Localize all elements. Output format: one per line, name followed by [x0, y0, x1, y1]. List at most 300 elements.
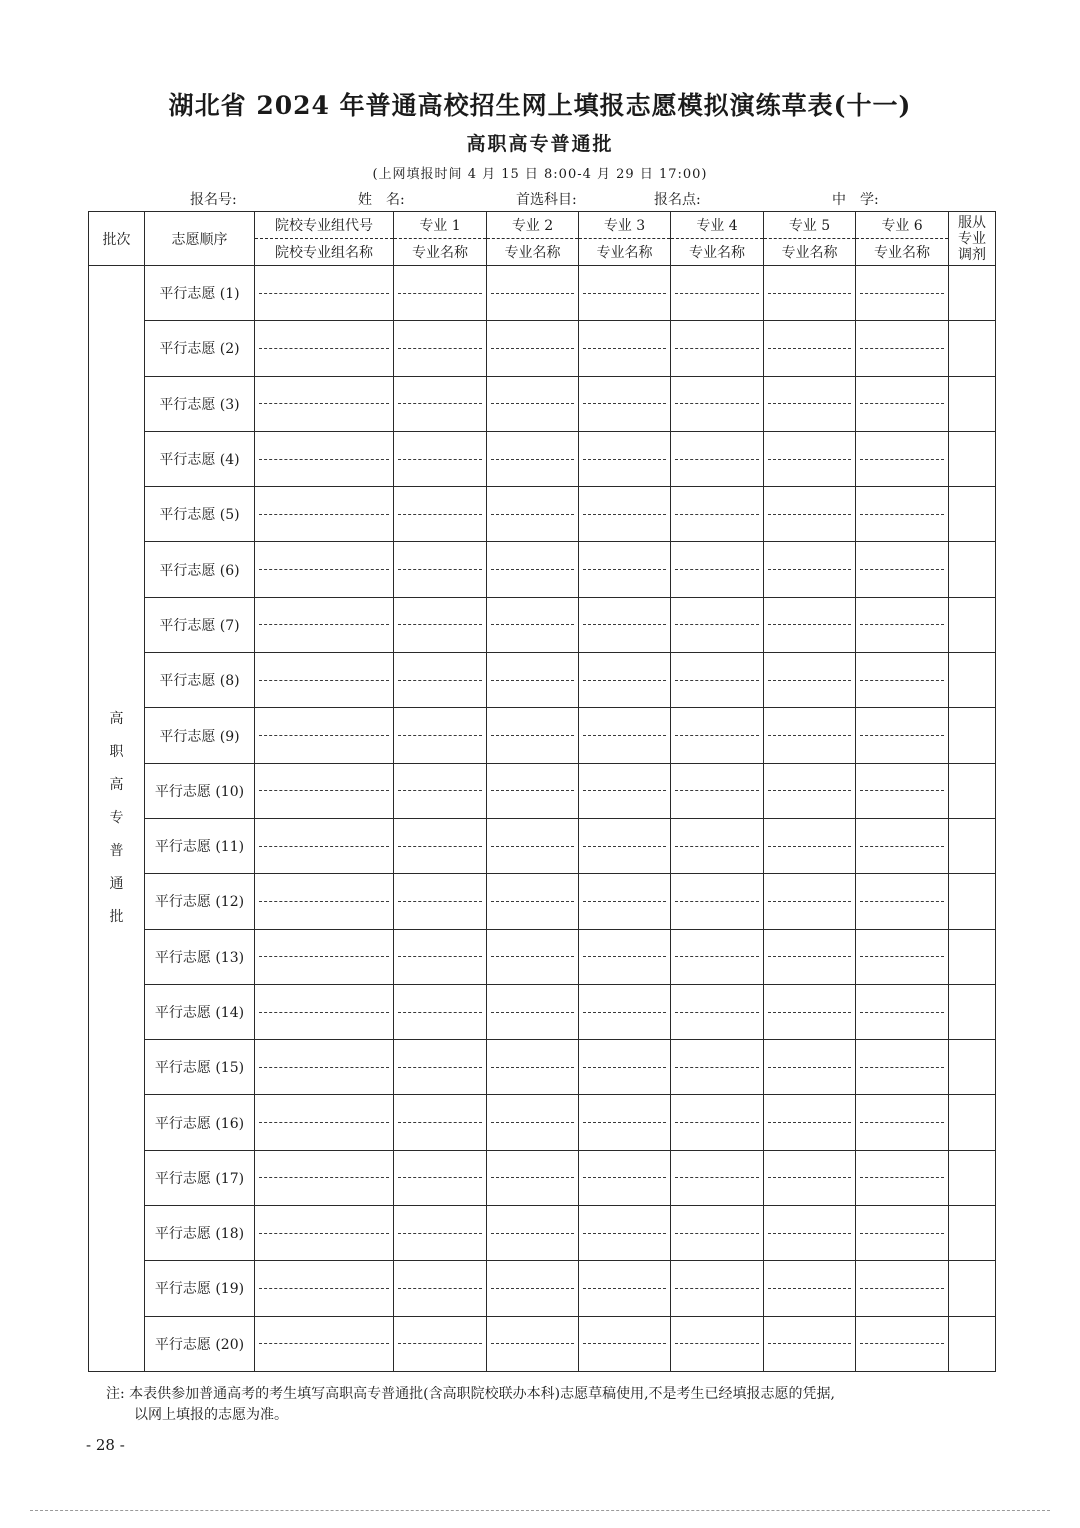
- major-entry-cell-1[interactable]: [394, 708, 487, 763]
- dashed-divider: [398, 514, 482, 515]
- dashed-divider: [583, 1288, 666, 1289]
- header-major-name-1: 专业名称: [394, 239, 487, 266]
- adjust-entry-cell[interactable]: [949, 818, 996, 873]
- dashed-divider: [583, 348, 666, 349]
- dashed-divider: [583, 293, 666, 294]
- dashed-divider: [398, 459, 482, 460]
- major-entry-cell-5[interactable]: [764, 431, 856, 486]
- major-entry-cell-5[interactable]: [764, 1040, 856, 1095]
- adjust-entry-cell[interactable]: [949, 763, 996, 818]
- group-entry-cell[interactable]: [255, 818, 394, 873]
- dashed-divider: [491, 956, 574, 957]
- dashed-divider: [768, 293, 851, 294]
- major-entry-cell-6[interactable]: [856, 431, 949, 486]
- adjust-entry-cell[interactable]: [949, 984, 996, 1039]
- major-entry-cell-4[interactable]: [671, 1095, 764, 1150]
- major-entry-cell-2[interactable]: [487, 321, 579, 376]
- major-entry-cell-2[interactable]: [487, 708, 579, 763]
- dashed-divider: [860, 1233, 944, 1234]
- group-entry-cell[interactable]: [255, 1040, 394, 1095]
- major-entry-cell-5[interactable]: [764, 653, 856, 708]
- group-entry-cell[interactable]: [255, 542, 394, 597]
- major-entry-cell-5[interactable]: [764, 1316, 856, 1371]
- major-entry-cell-1[interactable]: [394, 431, 487, 486]
- dashed-divider: [768, 348, 851, 349]
- adjust-entry-cell[interactable]: [949, 487, 996, 542]
- major-entry-cell-5[interactable]: [764, 1150, 856, 1205]
- adjust-entry-cell[interactable]: [949, 1040, 996, 1095]
- dashed-divider: [675, 846, 759, 847]
- table-row: [89, 376, 996, 431]
- dashed-divider: [491, 1288, 574, 1289]
- major-entry-cell-3[interactable]: [579, 1095, 671, 1150]
- major-entry-cell-1[interactable]: [394, 874, 487, 929]
- major-entry-cell-3[interactable]: [579, 984, 671, 1039]
- major-entry-cell-4[interactable]: [671, 818, 764, 873]
- dashed-divider: [860, 1012, 944, 1013]
- major-entry-cell-2[interactable]: [487, 984, 579, 1039]
- dashed-divider: [768, 680, 851, 681]
- dashed-divider: [398, 1122, 482, 1123]
- major-entry-cell-3[interactable]: [579, 708, 671, 763]
- dashed-divider: [768, 514, 851, 515]
- dashed-divider: [259, 1288, 389, 1289]
- dashed-divider: [583, 624, 666, 625]
- batch-char: 通: [109, 875, 124, 892]
- adjust-entry-cell[interactable]: [949, 653, 996, 708]
- volunteer-label: 平行志愿 (4): [145, 431, 255, 486]
- volunteer-label: 平行志愿 (7): [145, 597, 255, 652]
- major-entry-cell-6[interactable]: [856, 266, 949, 321]
- footnote: [106, 1384, 1006, 1426]
- footnote-line-1: 注: 本表供参加普通高考的考生填写高职高专普通批(含高职院校联办本科)志愿草稿使用,不是考生已经填报志愿的凭据,: [106, 1386, 835, 1402]
- major-entry-cell-3[interactable]: [579, 266, 671, 321]
- header-major-name-4: 专业名称: [671, 239, 764, 266]
- major-entry-cell-2[interactable]: [487, 653, 579, 708]
- major-entry-cell-5[interactable]: [764, 1095, 856, 1150]
- dashed-divider: [491, 846, 574, 847]
- group-entry-cell[interactable]: [255, 1150, 394, 1205]
- major-entry-cell-5[interactable]: [764, 874, 856, 929]
- major-entry-cell-4[interactable]: [671, 763, 764, 818]
- dashed-divider: [675, 1233, 759, 1234]
- volunteer-label: 平行志愿 (10): [145, 763, 255, 818]
- table-row: [89, 1150, 996, 1205]
- major-entry-cell-6[interactable]: [856, 1261, 949, 1316]
- header-major-4: 专业 4: [671, 212, 764, 239]
- dashed-divider: [491, 293, 574, 294]
- major-entry-cell-5[interactable]: [764, 708, 856, 763]
- major-entry-cell-6[interactable]: [856, 708, 949, 763]
- dashed-divider: [768, 790, 851, 791]
- major-entry-cell-6[interactable]: [856, 763, 949, 818]
- table-row: [89, 1095, 996, 1150]
- major-entry-cell-1[interactable]: [394, 376, 487, 431]
- dashed-divider: [675, 790, 759, 791]
- major-entry-cell-4[interactable]: [671, 874, 764, 929]
- volunteer-label: 平行志愿 (20): [145, 1316, 255, 1371]
- dashed-divider: [259, 403, 389, 404]
- subject-label: 首选科目:: [516, 192, 577, 208]
- major-entry-cell-5[interactable]: [764, 376, 856, 431]
- page-subtitle: 高职高专普通批: [466, 133, 614, 155]
- major-entry-cell-1[interactable]: [394, 1040, 487, 1095]
- major-entry-cell-5[interactable]: [764, 542, 856, 597]
- major-entry-cell-4[interactable]: [671, 1150, 764, 1205]
- major-entry-cell-2[interactable]: [487, 1316, 579, 1371]
- major-entry-cell-4[interactable]: [671, 321, 764, 376]
- adjust-entry-cell[interactable]: [949, 597, 996, 652]
- major-entry-cell-5[interactable]: [764, 321, 856, 376]
- major-entry-cell-6[interactable]: [856, 818, 949, 873]
- major-entry-cell-2[interactable]: [487, 487, 579, 542]
- group-entry-cell[interactable]: [255, 984, 394, 1039]
- header-major-2: 专业 2: [487, 212, 579, 239]
- volunteer-label: 平行志愿 (11): [145, 818, 255, 873]
- major-entry-cell-6[interactable]: [856, 984, 949, 1039]
- table-row: [89, 929, 996, 984]
- volunteer-label: 平行志愿 (15): [145, 1040, 255, 1095]
- group-entry-cell[interactable]: [255, 874, 394, 929]
- dashed-divider: [398, 569, 482, 570]
- dashed-divider: [491, 1343, 574, 1344]
- dashed-divider: [583, 735, 666, 736]
- dashed-divider: [583, 403, 666, 404]
- volunteer-label: 平行志愿 (19): [145, 1261, 255, 1316]
- major-entry-cell-6[interactable]: [856, 1150, 949, 1205]
- major-entry-cell-4[interactable]: [671, 708, 764, 763]
- major-entry-cell-4[interactable]: [671, 929, 764, 984]
- dashed-divider: [491, 790, 574, 791]
- page-title: 湖北省 2024 年普通高校招生网上填报志愿模拟演练草表(十一): [168, 91, 912, 120]
- group-entry-cell[interactable]: [255, 431, 394, 486]
- batch-char: 高: [109, 710, 124, 727]
- major-entry-cell-5[interactable]: [764, 984, 856, 1039]
- volunteer-label: 平行志愿 (2): [145, 321, 255, 376]
- dashed-divider: [583, 1122, 666, 1123]
- header-major-name-2: 专业名称: [487, 239, 579, 266]
- dashed-divider: [860, 1343, 944, 1344]
- major-entry-cell-6[interactable]: [856, 376, 949, 431]
- table-row: [89, 597, 996, 652]
- major-entry-cell-3[interactable]: [579, 431, 671, 486]
- major-entry-cell-2[interactable]: [487, 1206, 579, 1261]
- dashed-divider: [398, 790, 482, 791]
- dashed-divider: [675, 901, 759, 902]
- major-entry-cell-4[interactable]: [671, 1261, 764, 1316]
- major-entry-cell-3[interactable]: [579, 653, 671, 708]
- dashed-divider: [259, 348, 389, 349]
- group-entry-cell[interactable]: [255, 376, 394, 431]
- dashed-divider: [675, 403, 759, 404]
- major-entry-cell-1[interactable]: [394, 1261, 487, 1316]
- major-entry-cell-5[interactable]: [764, 597, 856, 652]
- dashed-divider: [398, 680, 482, 681]
- major-entry-cell-3[interactable]: [579, 1040, 671, 1095]
- volunteer-label: 平行志愿 (14): [145, 984, 255, 1039]
- dashed-divider: [259, 1233, 389, 1234]
- dashed-divider: [398, 348, 482, 349]
- header-group-code: 院校专业组代号: [255, 212, 394, 239]
- major-entry-cell-5[interactable]: [764, 1206, 856, 1261]
- major-entry-cell-3[interactable]: [579, 874, 671, 929]
- dashed-divider: [398, 1177, 482, 1178]
- dashed-divider: [675, 569, 759, 570]
- group-entry-cell[interactable]: [255, 653, 394, 708]
- major-entry-cell-3[interactable]: [579, 1206, 671, 1261]
- major-entry-cell-3[interactable]: [579, 321, 671, 376]
- adjust-entry-cell[interactable]: [949, 929, 996, 984]
- dashed-divider: [675, 1288, 759, 1289]
- name-label: 姓 名:: [358, 192, 405, 208]
- major-entry-cell-6[interactable]: [856, 597, 949, 652]
- group-entry-cell[interactable]: [255, 597, 394, 652]
- major-entry-cell-1[interactable]: [394, 487, 487, 542]
- dashed-divider: [860, 1067, 944, 1068]
- dashed-divider: [675, 1122, 759, 1123]
- major-entry-cell-6[interactable]: [856, 1040, 949, 1095]
- major-entry-cell-2[interactable]: [487, 1150, 579, 1205]
- major-entry-cell-6[interactable]: [856, 929, 949, 984]
- header-major-1: 专业 1: [394, 212, 487, 239]
- major-entry-cell-1[interactable]: [394, 597, 487, 652]
- adjust-entry-cell[interactable]: [949, 1206, 996, 1261]
- table-row: [89, 1261, 996, 1316]
- batch-char: 普: [109, 842, 124, 859]
- volunteer-label: 平行志愿 (6): [145, 542, 255, 597]
- major-entry-cell-2[interactable]: [487, 376, 579, 431]
- header-major-name-6: 专业名称: [856, 239, 949, 266]
- major-entry-cell-6[interactable]: [856, 1316, 949, 1371]
- dashed-divider: [259, 956, 389, 957]
- major-entry-cell-2[interactable]: [487, 1095, 579, 1150]
- major-entry-cell-6[interactable]: [856, 874, 949, 929]
- adjust-entry-cell[interactable]: [949, 1261, 996, 1316]
- site-label: 报名点:: [654, 192, 701, 208]
- major-entry-cell-1[interactable]: [394, 1316, 487, 1371]
- major-entry-cell-3[interactable]: [579, 929, 671, 984]
- major-entry-cell-4[interactable]: [671, 376, 764, 431]
- dashed-divider: [259, 514, 389, 515]
- dashed-divider: [675, 459, 759, 460]
- dashed-divider: [398, 624, 482, 625]
- group-entry-cell[interactable]: [255, 929, 394, 984]
- group-entry-cell[interactable]: [255, 763, 394, 818]
- volunteer-label: 平行志愿 (9): [145, 708, 255, 763]
- dashed-divider: [860, 569, 944, 570]
- group-entry-cell[interactable]: [255, 708, 394, 763]
- volunteer-label: 平行志愿 (12): [145, 874, 255, 929]
- group-entry-cell[interactable]: [255, 487, 394, 542]
- major-entry-cell-1[interactable]: [394, 1150, 487, 1205]
- dashed-divider: [259, 1067, 389, 1068]
- major-entry-cell-5[interactable]: [764, 1261, 856, 1316]
- adjust-entry-cell[interactable]: [949, 1316, 996, 1371]
- major-entry-cell-6[interactable]: [856, 487, 949, 542]
- group-entry-cell[interactable]: [255, 1316, 394, 1371]
- major-entry-cell-5[interactable]: [764, 266, 856, 321]
- adjust-entry-cell[interactable]: [949, 1095, 996, 1150]
- major-entry-cell-4[interactable]: [671, 487, 764, 542]
- major-entry-cell-1[interactable]: [394, 818, 487, 873]
- dashed-divider: [491, 901, 574, 902]
- major-entry-cell-1[interactable]: [394, 929, 487, 984]
- group-entry-cell[interactable]: [255, 321, 394, 376]
- batch-char: 专: [109, 809, 124, 826]
- adjust-entry-cell[interactable]: [949, 708, 996, 763]
- batch-name-cell: [89, 266, 145, 1372]
- major-entry-cell-1[interactable]: [394, 763, 487, 818]
- major-entry-cell-2[interactable]: [487, 542, 579, 597]
- group-entry-cell[interactable]: [255, 1261, 394, 1316]
- major-entry-cell-3[interactable]: [579, 763, 671, 818]
- dashed-divider: [860, 348, 944, 349]
- major-entry-cell-2[interactable]: [487, 874, 579, 929]
- dashed-divider: [491, 1067, 574, 1068]
- major-entry-cell-6[interactable]: [856, 321, 949, 376]
- dashed-divider: [860, 680, 944, 681]
- major-entry-cell-2[interactable]: [487, 929, 579, 984]
- major-entry-cell-1[interactable]: [394, 984, 487, 1039]
- dashed-divider: [583, 569, 666, 570]
- major-entry-cell-4[interactable]: [671, 266, 764, 321]
- dashed-divider: [675, 348, 759, 349]
- adjust-entry-cell[interactable]: [949, 266, 996, 321]
- group-entry-cell[interactable]: [255, 1206, 394, 1261]
- dashed-divider: [583, 1177, 666, 1178]
- major-entry-cell-4[interactable]: [671, 542, 764, 597]
- table-row: [89, 708, 996, 763]
- dashed-divider: [768, 735, 851, 736]
- adjust-entry-cell[interactable]: [949, 321, 996, 376]
- adjust-entry-cell[interactable]: [949, 874, 996, 929]
- dashed-divider: [860, 624, 944, 625]
- dashed-divider: [768, 901, 851, 902]
- major-entry-cell-4[interactable]: [671, 984, 764, 1039]
- major-entry-cell-4[interactable]: [671, 431, 764, 486]
- major-entry-cell-3[interactable]: [579, 1316, 671, 1371]
- major-entry-cell-5[interactable]: [764, 763, 856, 818]
- major-entry-cell-5[interactable]: [764, 818, 856, 873]
- dashed-divider: [491, 403, 574, 404]
- major-entry-cell-5[interactable]: [764, 929, 856, 984]
- dashed-divider: [768, 1288, 851, 1289]
- school-label: 中 学:: [832, 192, 879, 208]
- major-entry-cell-3[interactable]: [579, 1150, 671, 1205]
- dashed-divider: [491, 735, 574, 736]
- dashed-divider: [675, 1177, 759, 1178]
- header-major-name-5: 专业名称: [764, 239, 856, 266]
- dashed-divider: [768, 956, 851, 957]
- major-entry-cell-1[interactable]: [394, 1095, 487, 1150]
- dashed-divider: [491, 1122, 574, 1123]
- page-number: - 28 -: [86, 1436, 125, 1454]
- major-entry-cell-4[interactable]: [671, 597, 764, 652]
- major-entry-cell-2[interactable]: [487, 597, 579, 652]
- dashed-divider: [860, 403, 944, 404]
- dashed-divider: [675, 680, 759, 681]
- major-entry-cell-5[interactable]: [764, 487, 856, 542]
- major-entry-cell-4[interactable]: [671, 1206, 764, 1261]
- dashed-divider: [675, 1012, 759, 1013]
- major-entry-cell-2[interactable]: [487, 763, 579, 818]
- table-row: [89, 763, 996, 818]
- dashed-divider: [398, 846, 482, 847]
- major-entry-cell-6[interactable]: [856, 653, 949, 708]
- dashed-divider: [675, 1067, 759, 1068]
- group-entry-cell[interactable]: [255, 1095, 394, 1150]
- major-entry-cell-6[interactable]: [856, 1206, 949, 1261]
- dashed-divider: [491, 1233, 574, 1234]
- major-entry-cell-6[interactable]: [856, 542, 949, 597]
- group-entry-cell[interactable]: [255, 266, 394, 321]
- major-entry-cell-1[interactable]: [394, 321, 487, 376]
- volunteer-label: 平行志愿 (1): [145, 266, 255, 321]
- dashed-divider: [398, 1067, 482, 1068]
- header-adjust-line-2: 专业: [958, 230, 986, 247]
- dashed-divider: [768, 569, 851, 570]
- major-entry-cell-4[interactable]: [671, 1040, 764, 1095]
- major-entry-cell-4[interactable]: [671, 653, 764, 708]
- dashed-divider: [491, 348, 574, 349]
- adjust-entry-cell[interactable]: [949, 542, 996, 597]
- adjust-entry-cell[interactable]: [949, 1150, 996, 1205]
- header-group-name: 院校专业组名称: [255, 239, 394, 266]
- dashed-divider: [259, 846, 389, 847]
- batch-char: 批: [109, 908, 124, 925]
- header-adjust-line-3: 调剂: [958, 246, 986, 263]
- major-entry-cell-3[interactable]: [579, 1261, 671, 1316]
- major-entry-cell-1[interactable]: [394, 542, 487, 597]
- header-adjust-line-1: 服从: [958, 214, 986, 231]
- major-entry-cell-3[interactable]: [579, 818, 671, 873]
- major-entry-cell-1[interactable]: [394, 653, 487, 708]
- major-entry-cell-2[interactable]: [487, 1040, 579, 1095]
- major-entry-cell-2[interactable]: [487, 1261, 579, 1316]
- table-row: [89, 266, 996, 321]
- major-entry-cell-3[interactable]: [579, 542, 671, 597]
- dashed-divider: [675, 624, 759, 625]
- adjust-entry-cell[interactable]: [949, 376, 996, 431]
- dashed-divider: [675, 293, 759, 294]
- dashed-divider: [259, 901, 389, 902]
- dashed-divider: [583, 901, 666, 902]
- major-entry-cell-1[interactable]: [394, 1206, 487, 1261]
- major-entry-cell-3[interactable]: [579, 487, 671, 542]
- major-entry-cell-2[interactable]: [487, 431, 579, 486]
- major-entry-cell-3[interactable]: [579, 597, 671, 652]
- header-major-6: 专业 6: [856, 212, 949, 239]
- major-entry-cell-1[interactable]: [394, 266, 487, 321]
- dashed-divider: [860, 1177, 944, 1178]
- major-entry-cell-2[interactable]: [487, 818, 579, 873]
- dashed-divider: [768, 1012, 851, 1013]
- dashed-divider: [398, 1288, 482, 1289]
- adjust-entry-cell[interactable]: [949, 431, 996, 486]
- dashed-divider: [259, 680, 389, 681]
- major-entry-cell-2[interactable]: [487, 266, 579, 321]
- major-entry-cell-6[interactable]: [856, 1095, 949, 1150]
- dashed-divider: [768, 624, 851, 625]
- table-row: [89, 321, 996, 376]
- dashed-divider: [259, 569, 389, 570]
- bottom-divider: [30, 1510, 1050, 1511]
- major-entry-cell-3[interactable]: [579, 376, 671, 431]
- major-entry-cell-4[interactable]: [671, 1316, 764, 1371]
- dashed-divider: [398, 735, 482, 736]
- dashed-divider: [398, 403, 482, 404]
- dashed-divider: [259, 293, 389, 294]
